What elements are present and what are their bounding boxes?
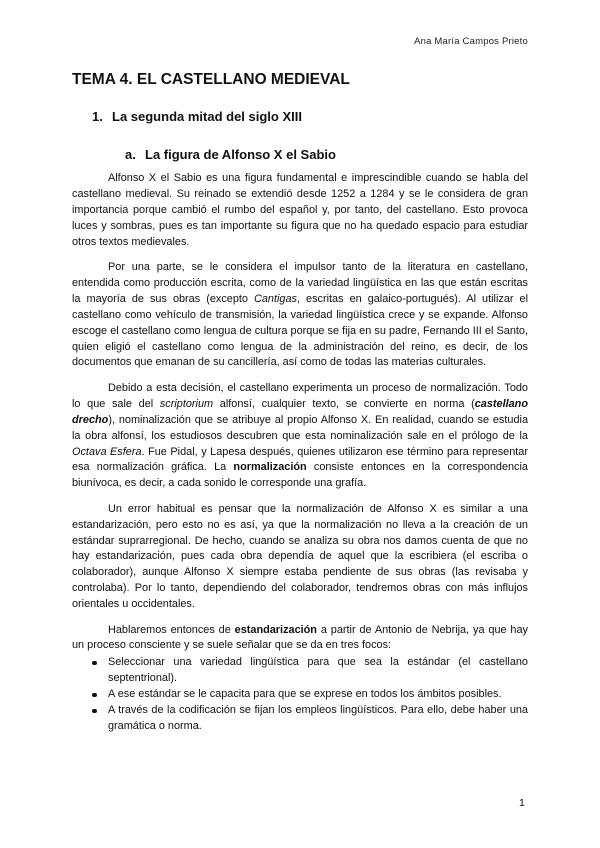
paragraph-text: , escritas en galaico-portugués). Al utilizar el castellano como vehículo de transmisión, la variedad lingüística crece y se expande. Alfonso escoge el castellano como lengua de cultura porque se fija en su padre, Fernando III el Santo, quien eligió el castellano como lengua de la administración del reino, es decir, de los documentos que emanan de su cancillería, así como de todas las materias culturales. [72, 292, 529, 369]
section-heading [92, 109, 302, 124]
section-number: 1. [92, 109, 103, 124]
paragraph [72, 171, 528, 251]
paragraph-text: consiste entonces en la correspondencia biunívoca, es decir, a cada sonido le corresponde una grafía. [72, 461, 528, 490]
paragraph-text: Alfonso X el Sabio es una figura fundamental e imprescindible cuando se habla del castellano medieval. Su reinado se extendió desde 1252 a 1284 y se le considera de gran importancia porque cambió el rumbo del español y, por tanto, del castellano. Esto provoca luces y sombras, pues es tan importante su figura que no ha quedado espacio para estudiar otros textos medievales. [72, 172, 528, 248]
paragraph-text: . Fue Pidal, y Lapesa después, quienes utilizaron ese término para representar esa normalización gráfica. La [72, 445, 528, 474]
paragraph-text: Por una parte, se le considera el impulsor tanto de la literatura en castellano, entendida como producción escrita, como de la variedad lingüística en las que están escritas la mayoría de sus obras (excepto [72, 261, 528, 305]
paragraph [72, 502, 528, 613]
bullet-list [72, 655, 528, 735]
paragraphs [72, 171, 528, 654]
paragraph [72, 623, 528, 655]
paragraph-text: Un error habitual es pensar que la normalización de Alfonso X es similar a una estandarización, pero esto no es así, ya que la normalización no lleva a la creación de un estándar suprarregional. De hecho, cuando se analiza su obra nos damos cuenta de que no hay estandarización, pues cada obra dependía de aquel que la escribiera (el escriba o colaborador), aunque Alfonso X siempre estaba pendiente de sus obras (las revisaba y controlaba). Por lo tanto, dependiendo del colaborador, tendremos obras con más influjos orientales u occidentales. [72, 502, 528, 611]
paragraph-text: ), nominalización que se atribuye al propio Alfonso X. En realidad, cuando se estudia la obra alfonsí, los estudiosos descubren que esta nominalización sale en el prólogo de la [72, 413, 528, 442]
bullet-item: A través de la codificación se fijan los empleos lingüísticos. Para ello, debe haber una gramática o norma. [108, 703, 528, 735]
emphasis-text: normalización [233, 461, 307, 474]
subsection-label: La figura de Alfonso X el Sabio [145, 147, 336, 162]
emphasis-text: Cantigas [254, 292, 297, 305]
bullet-item: Seleccionar una variedad lingüística para que sea la estándar (el castellano septentrional). [108, 655, 528, 687]
bullet-item: A ese estándar se le capacita para que se exprese en todos los ámbitos posibles. [108, 687, 528, 703]
paragraph-text: a partir de Antonio de Nebrija, ya que hay un proceso consciente y se suele señalar que se da en tres focos: [72, 623, 528, 652]
subsection-heading [125, 147, 336, 162]
paragraph-text: alfonsí, cualquier texto, se convierte en norma ( [213, 397, 475, 410]
subsection-number: a. [125, 147, 136, 162]
paragraph-text: Debido a esta decisión, el castellano experimenta un proceso de normalización. Todo lo que sale del [72, 381, 528, 410]
emphasis-text: Octava Esfera [72, 445, 142, 458]
emphasis-text: castellano drecho [72, 397, 528, 426]
emphasis-text: estandarización [234, 623, 317, 636]
paragraph [72, 381, 528, 492]
paragraph-text: Hablaremos entonces de [108, 623, 235, 636]
document-body [72, 171, 528, 734]
emphasis-text: scriptorium [159, 397, 214, 410]
paragraph [72, 260, 528, 371]
section-label: La segunda mitad del siglo XIII [112, 109, 302, 124]
page-number: 1 [519, 797, 525, 809]
document-title: TEMA 4. EL CASTELLANO MEDIEVAL [72, 71, 350, 88]
page-header-author: Ana María Campos Prieto [414, 36, 528, 47]
